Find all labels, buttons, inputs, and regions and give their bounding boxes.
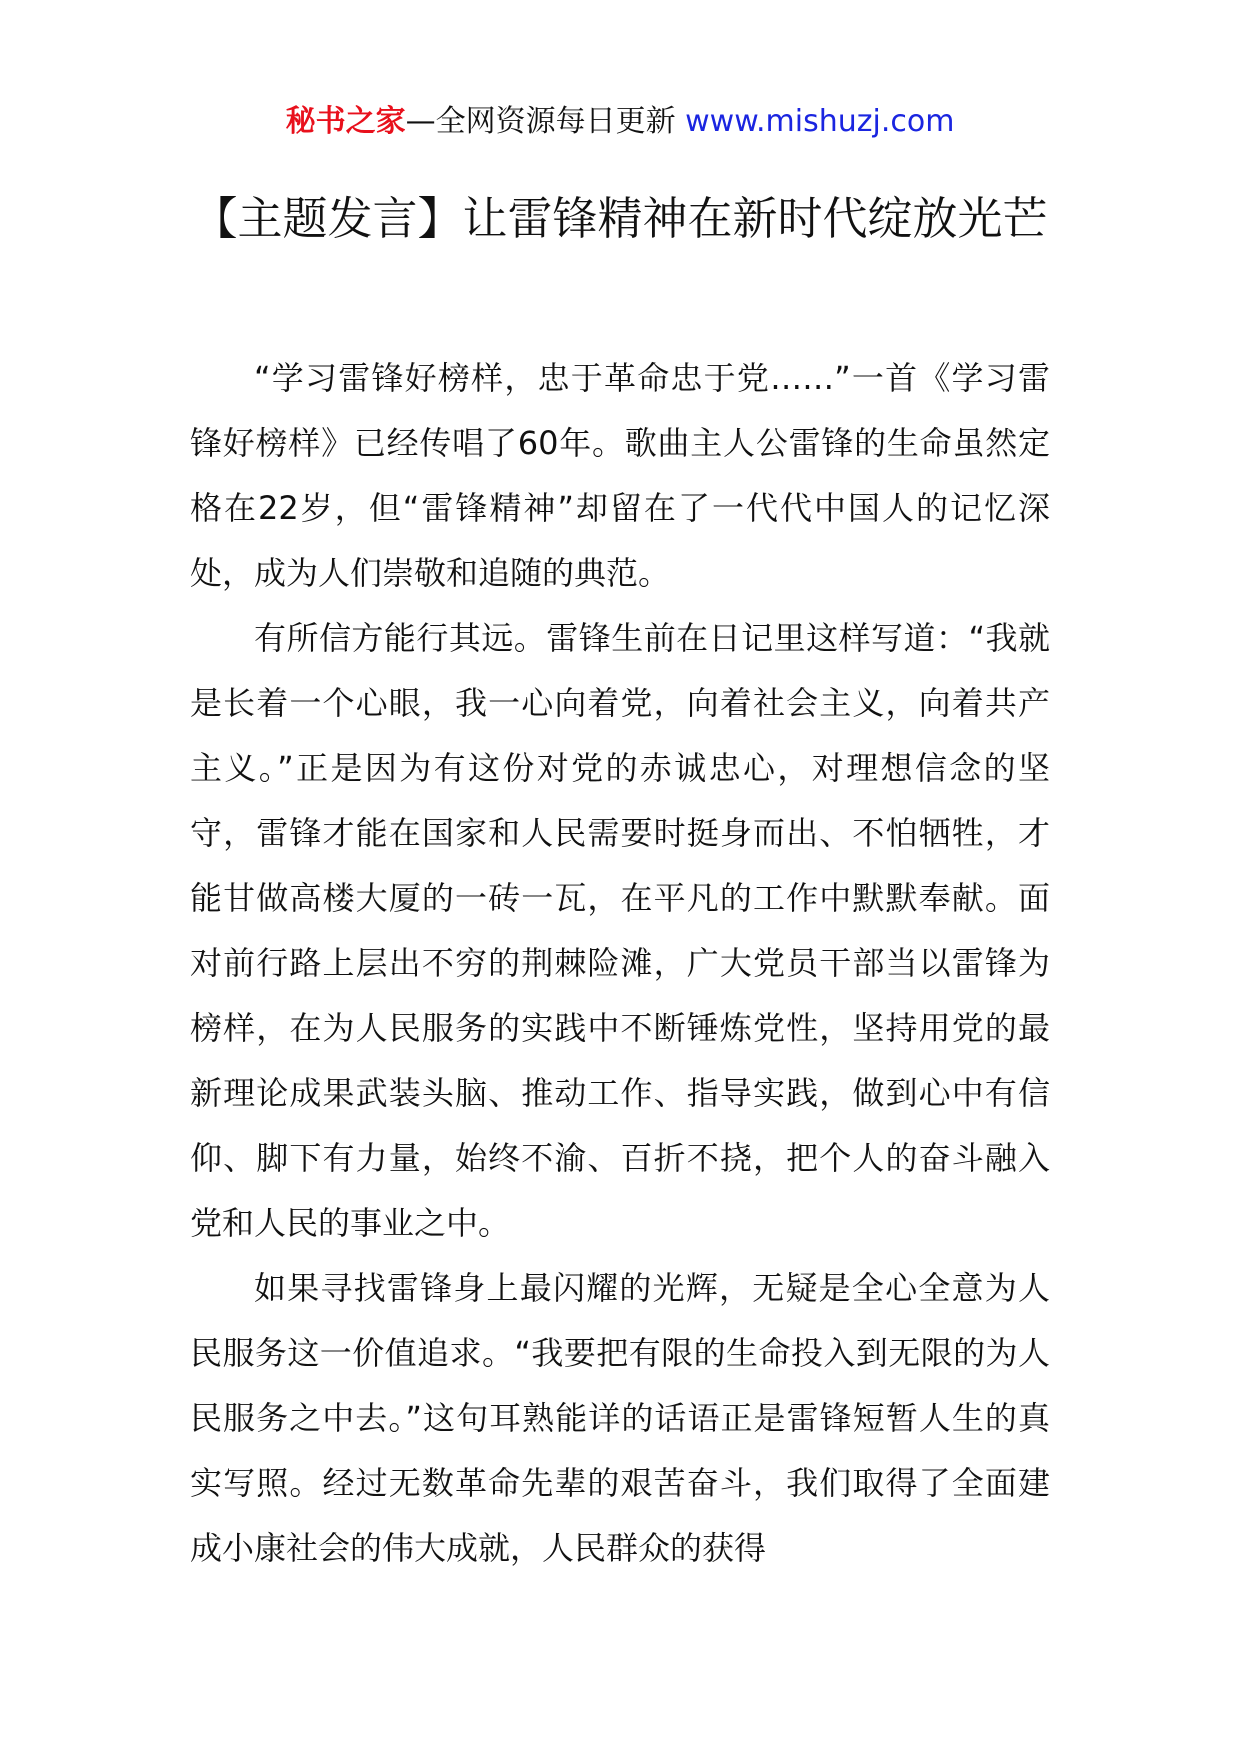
header-tagline: —全网资源每日更新	[405, 104, 676, 139]
paragraph-1: “学习雷锋好榜样，忠于革命忠于党……”一首《学习雷锋好榜样》已经传唱了60年。歌曲主人公雷锋的生命虽然定格在22岁，但“雷锋精神”却留在了一代代中国人的记忆深处，成为人们崇敬和追随的典范。	[190, 359, 1050, 592]
document-title: 【主题发言】让雷锋精神在新时代绽放光芒	[192, 192, 1048, 245]
page-header	[0, 100, 1240, 144]
paragraph-2: 有所信方能行其远。雷锋生前在日记里这样写道：“我就是长着一个心眼，我一心向着党，向着社会主义，向着共产主义。”正是因为有这份对党的赤诚忠心，对理想信念的坚守，雷锋才能在国家和人民需要时挺身而出、不怕牺牲，才能甘做高楼大厦的一砖一瓦，在平凡的工作中默默奉献。面对前行路上层出不穷的荆棘险滩，广大党员干部当以雷锋为榜样，在为人民服务的实践中不断锤炼党性，坚持用党的最新理论成果武装头脑、推动工作、指导实践，做到心中有信仰、脚下有力量，始终不渝、百折不挠，把个人的奋斗融入党和人民的事业之中。	[190, 619, 1050, 1242]
site-url-link[interactable]: www.mishuzj.com	[685, 104, 955, 139]
document-body	[190, 346, 1050, 1581]
brand-name: 秘书之家	[285, 104, 406, 139]
paragraph-3: 如果寻找雷锋身上最闪耀的光辉，无疑是全心全意为人民服务这一价值追求。“我要把有限的生命投入到无限的为人民服务之中去。”这句耳熟能详的话语正是雷锋短暂人生的真实写照。经过无数革命先辈的艰苦奋斗，我们取得了全面建成小康社会的伟大成就，人民群众的获得	[190, 1269, 1050, 1567]
